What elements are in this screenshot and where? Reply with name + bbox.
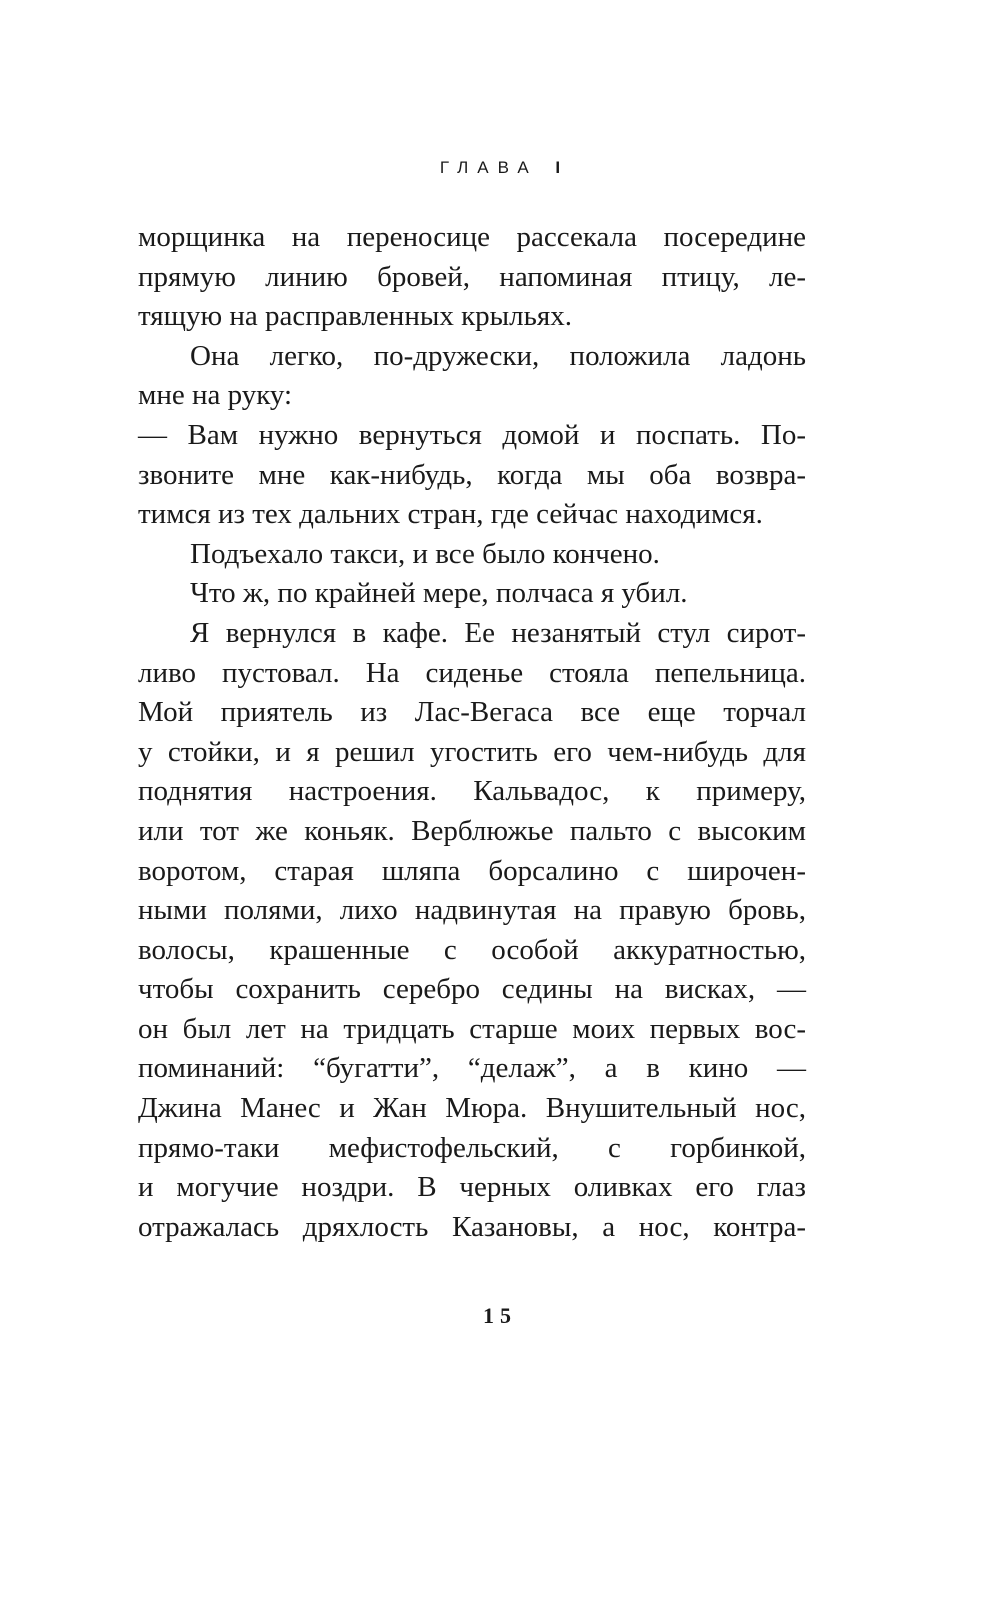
body-text <box>138 218 806 1247</box>
text-line: тимся из тех дальних стран, где сейчас находимся. <box>138 498 763 531</box>
text-line: поминаний: “бугатти”, “делаж”, а в кино — <box>138 1052 806 1085</box>
text-line: тящую на расправленных крыльях. <box>138 300 572 333</box>
text-line: и могучие ноздри. В черных оливках его глаз <box>138 1171 806 1204</box>
text-line: Мой приятель из Лас-Вегаса все еще торчал <box>138 696 806 729</box>
text-line: у стойки, и я решил угостить его чем-нибудь для <box>138 735 806 768</box>
text-line: — Вам нужно вернуться домой и поспать. По- <box>138 418 806 451</box>
text-line: поднятия настроения. Кальвадос, к примеру, <box>138 775 806 808</box>
text-line: он был лет на тридцать старше моих первых вос- <box>138 1012 806 1045</box>
text-line: волосы, крашенные с особой аккуратностью, <box>138 933 806 966</box>
text-line: прямую линию бровей, напоминая птицу, ле- <box>138 260 806 293</box>
chapter-number: I <box>555 158 561 177</box>
text-line: ливо пустовал. На сиденье стояла пепельница. <box>138 656 806 689</box>
text-line: морщинка на переносице рассекала посередине <box>138 221 806 253</box>
text-line: отражалась дряхлость Казановы, а нос, контра- <box>138 1210 806 1243</box>
running-head <box>0 158 1000 178</box>
text-line: мне на руку: <box>138 379 293 412</box>
text-line: воротом, старая шляпа борсалино с широчен- <box>138 854 806 887</box>
page-number: 15 <box>483 1303 517 1328</box>
text-line: Джина Манес и Жан Мюра. Внушительный нос, <box>138 1092 806 1125</box>
text-line: звоните мне как-нибудь, когда мы оба возвра- <box>138 458 806 491</box>
text-line: или тот же коньяк. Верблюжье пальто с высоким <box>138 814 806 847</box>
text-line: Я вернулся в кафе. Ее незанятый стул сирот- <box>190 616 806 649</box>
text-line: прямо-таки мефистофельский, с горбинкой, <box>138 1131 806 1164</box>
text-line: Подъехало такси, и все было кончено. <box>190 537 660 570</box>
chapter-label: ГЛАВА <box>439 158 538 177</box>
text-line: Она легко, по-дружески, положила ладонь <box>190 339 806 372</box>
text-line: ными полями, лихо надвинутая на правую бровь, <box>138 894 806 927</box>
text-line: чтобы сохранить серебро седины на висках, — <box>138 973 806 1006</box>
text-line: Что ж, по крайней мере, полчаса я убил. <box>190 577 688 610</box>
